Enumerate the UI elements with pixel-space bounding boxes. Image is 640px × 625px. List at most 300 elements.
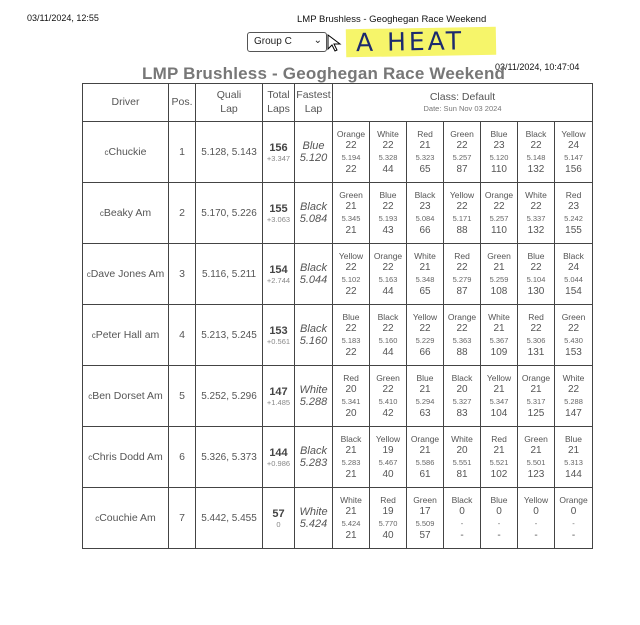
lane-color: Green bbox=[376, 373, 400, 383]
lane-cumulative-laps: 20 bbox=[345, 408, 357, 419]
lane-best-time: 5.341 bbox=[341, 397, 361, 406]
total-laps: 155 bbox=[269, 202, 288, 215]
table-row bbox=[83, 427, 593, 488]
lane-color: Green bbox=[524, 434, 548, 444]
finish-gap: +3.063 bbox=[266, 214, 291, 224]
lane-best-time: 5.120 bbox=[489, 153, 509, 162]
lane-color: Blue bbox=[565, 434, 583, 444]
lane-color: Yellow bbox=[338, 251, 364, 261]
lane-best-time: 5.327 bbox=[452, 397, 472, 406]
lane-cell bbox=[333, 183, 370, 244]
lane-laps: 21 bbox=[345, 445, 357, 456]
lane-cell bbox=[444, 305, 481, 366]
driver-name: Chris Dodd Am bbox=[92, 451, 163, 463]
lane-laps: 21 bbox=[493, 384, 505, 395]
lane-best-time: 5.410 bbox=[378, 397, 398, 406]
lane-cumulative-laps: 61 bbox=[419, 469, 431, 480]
lane-best-time: 5.102 bbox=[341, 275, 361, 284]
total-laps: 156 bbox=[269, 141, 288, 154]
group-select[interactable] bbox=[247, 32, 327, 52]
lane-cumulative-laps: 87 bbox=[456, 164, 468, 175]
lane-laps: 22 bbox=[345, 140, 357, 151]
lane-laps: 22 bbox=[493, 201, 505, 212]
lane-cumulative-laps: 153 bbox=[565, 347, 582, 358]
lane-color: Orange bbox=[410, 434, 440, 444]
lane-cell bbox=[481, 183, 518, 244]
total-laps-cell bbox=[263, 305, 295, 366]
table-row bbox=[83, 305, 593, 366]
lane-laps: 20 bbox=[456, 384, 468, 395]
lane-cell bbox=[481, 366, 518, 427]
lane-cumulative-laps: 40 bbox=[382, 469, 394, 480]
driver-cell bbox=[83, 122, 169, 183]
position-cell: 1 bbox=[169, 122, 196, 183]
driver-prefix: c bbox=[99, 209, 104, 218]
lane-laps: 22 bbox=[345, 262, 357, 273]
class-label: Class: Default bbox=[429, 90, 496, 103]
lane-best-time: 5.171 bbox=[452, 214, 472, 223]
lane-cell bbox=[444, 183, 481, 244]
lane-laps: 24 bbox=[567, 140, 580, 151]
lane-best-time: 5.279 bbox=[452, 275, 472, 284]
lane-cumulative-laps: 123 bbox=[527, 469, 545, 480]
lane-cumulative-laps: 57 bbox=[419, 530, 431, 541]
lane-color: Blue bbox=[490, 129, 508, 139]
fastest-lap-time: 5.044 bbox=[299, 274, 328, 286]
fastest-lap-time: 5.084 bbox=[299, 213, 328, 225]
driver-name: Beaky Am bbox=[103, 207, 152, 219]
lane-best-time: 5.586 bbox=[415, 458, 435, 467]
lane-cumulative-laps: - bbox=[460, 530, 464, 541]
lane-laps: 21 bbox=[530, 445, 542, 456]
lane-cell bbox=[555, 366, 593, 427]
lane-color: White bbox=[488, 312, 510, 322]
lane-best-time: 5.147 bbox=[564, 153, 583, 162]
driver-cell bbox=[83, 366, 169, 427]
total-laps: 57 bbox=[272, 507, 285, 520]
lane-color: Black bbox=[563, 251, 584, 261]
lane-color: Red bbox=[343, 373, 359, 383]
lane-best-time: - bbox=[534, 519, 538, 528]
lane-best-time: 5.424 bbox=[341, 519, 361, 528]
lane-best-time: 5.283 bbox=[341, 458, 361, 467]
lane-cumulative-laps: 102 bbox=[490, 469, 508, 480]
driver-cell bbox=[83, 305, 169, 366]
lane-cell bbox=[481, 427, 518, 488]
driver-cell bbox=[83, 488, 169, 549]
lane-color: Black bbox=[414, 190, 436, 200]
lane-cell bbox=[333, 488, 370, 549]
lane-cumulative-laps: 83 bbox=[456, 408, 468, 419]
lane-best-time: 5.348 bbox=[415, 275, 435, 284]
lane-best-time: 5.501 bbox=[526, 458, 546, 467]
lane-cell bbox=[518, 488, 555, 549]
lane-best-time: 5.367 bbox=[489, 336, 509, 345]
finish-gap: +3.347 bbox=[266, 153, 291, 163]
lane-color: Green bbox=[413, 495, 437, 505]
lane-best-time: 5.183 bbox=[341, 336, 361, 345]
lane-color: Yellow bbox=[523, 495, 549, 505]
quali-lap-column-header: Quali Lap bbox=[196, 84, 263, 122]
lane-cell bbox=[481, 122, 518, 183]
lane-cumulative-laps: 109 bbox=[490, 347, 508, 358]
lane-best-time: 5.770 bbox=[378, 519, 398, 528]
table-row bbox=[83, 122, 593, 183]
lane-color: Orange bbox=[521, 373, 551, 383]
lane-color: White bbox=[340, 495, 362, 505]
lane-color: Red bbox=[528, 312, 544, 322]
fastest-lap-cell bbox=[295, 427, 333, 488]
lane-color: Red bbox=[417, 129, 433, 139]
lane-cell bbox=[481, 488, 518, 549]
mouse-cursor-icon bbox=[327, 34, 343, 52]
lane-laps: 22 bbox=[567, 384, 580, 395]
total-laps-cell bbox=[263, 427, 295, 488]
lane-cell bbox=[444, 244, 481, 305]
lane-cell bbox=[444, 122, 481, 183]
lane-color: Orange bbox=[373, 251, 403, 261]
lane-laps: 22 bbox=[382, 201, 394, 212]
driver-name: Dave Jones Am bbox=[90, 268, 165, 280]
lane-cumulative-laps: 65 bbox=[419, 286, 431, 297]
lane-laps: 22 bbox=[382, 384, 394, 395]
lane-laps: 22 bbox=[382, 262, 394, 273]
lane-cell bbox=[481, 244, 518, 305]
lane-cell bbox=[370, 244, 407, 305]
driver-name: Chuckie bbox=[108, 146, 147, 158]
lane-laps: 22 bbox=[382, 323, 394, 334]
driver-name: Peter Hall am bbox=[95, 329, 160, 341]
print-page-title: LMP Brushless - Geoghegan Race Weekend bbox=[297, 14, 487, 25]
lane-laps: 22 bbox=[456, 140, 468, 151]
lane-cell bbox=[407, 244, 444, 305]
driver-prefix: c bbox=[91, 331, 96, 340]
lane-cumulative-laps: 131 bbox=[527, 347, 545, 358]
lane-cumulative-laps: 155 bbox=[565, 225, 582, 236]
lane-cell bbox=[444, 427, 481, 488]
lane-cell bbox=[407, 366, 444, 427]
fastest-lap-cell bbox=[295, 488, 333, 549]
lane-best-time: 5.257 bbox=[489, 214, 509, 223]
lane-cumulative-laps: 43 bbox=[382, 225, 394, 236]
lane-best-time: 5.509 bbox=[415, 519, 435, 528]
lane-color: Blue bbox=[342, 312, 360, 322]
lane-cell bbox=[555, 488, 593, 549]
fastest-lap-time: 5.424 bbox=[299, 518, 328, 530]
quali-lap-cell: 5.128, 5.143 bbox=[196, 122, 263, 183]
lane-cumulative-laps: 154 bbox=[565, 286, 582, 297]
lane-cell bbox=[555, 183, 593, 244]
finish-gap: +0.561 bbox=[266, 336, 291, 346]
total-laps: 153 bbox=[269, 324, 288, 337]
lane-cumulative-laps: 147 bbox=[565, 408, 582, 419]
lane-laps: 22 bbox=[456, 201, 468, 212]
lane-cell bbox=[444, 366, 481, 427]
lane-cumulative-laps: - bbox=[497, 530, 501, 541]
lane-cumulative-laps: 110 bbox=[491, 225, 507, 236]
lane-best-time: 5.551 bbox=[452, 458, 472, 467]
lane-best-time: 5.337 bbox=[526, 214, 546, 223]
lane-best-time: 5.104 bbox=[526, 275, 546, 284]
driver-column-header: Driver bbox=[83, 84, 169, 122]
lane-cumulative-laps: 132 bbox=[527, 164, 545, 175]
lane-laps: 21 bbox=[345, 506, 357, 517]
lane-cumulative-laps: 21 bbox=[345, 225, 357, 236]
lane-color: Red bbox=[565, 190, 582, 200]
lane-cell bbox=[370, 488, 407, 549]
lane-color: Green bbox=[487, 251, 511, 261]
lane-best-time: 5.160 bbox=[378, 336, 398, 345]
total-laps: 154 bbox=[269, 263, 288, 276]
lane-laps: 17 bbox=[419, 506, 431, 517]
lane-best-time: 5.257 bbox=[452, 153, 472, 162]
lane-color: Red bbox=[454, 251, 470, 261]
fastest-lap-time: 5.160 bbox=[299, 335, 328, 347]
table-row bbox=[83, 366, 593, 427]
lane-cumulative-laps: - bbox=[534, 530, 538, 541]
lane-laps: 22 bbox=[456, 262, 468, 273]
lane-cumulative-laps: 81 bbox=[456, 469, 468, 480]
lane-laps: 23 bbox=[567, 201, 580, 212]
lane-cell bbox=[370, 305, 407, 366]
lane-cumulative-laps: 108 bbox=[490, 286, 508, 297]
lane-cumulative-laps: 22 bbox=[345, 164, 357, 175]
lane-cumulative-laps: 66 bbox=[419, 347, 431, 358]
lane-color: Orange bbox=[559, 495, 588, 505]
lane-laps: 0 bbox=[570, 506, 577, 517]
lane-best-time: 5.148 bbox=[526, 153, 546, 162]
lane-laps: 19 bbox=[382, 445, 394, 456]
finish-gap: +2.744 bbox=[266, 275, 291, 285]
lane-laps: 22 bbox=[530, 201, 542, 212]
lane-laps: 21 bbox=[567, 445, 580, 456]
fastest-lap-color: Black bbox=[300, 323, 327, 335]
total-laps: 144 bbox=[269, 446, 288, 459]
total-laps: 147 bbox=[269, 385, 288, 398]
lane-laps: 21 bbox=[530, 384, 542, 395]
lane-laps: 20 bbox=[456, 445, 468, 456]
table-row bbox=[83, 183, 593, 244]
fastest-lap-color: Blue bbox=[302, 140, 325, 152]
table-header-row bbox=[83, 84, 593, 122]
lane-color: White bbox=[525, 190, 547, 200]
position-cell: 5 bbox=[169, 366, 196, 427]
lane-laps: 0 bbox=[496, 506, 502, 517]
lane-cumulative-laps: 63 bbox=[419, 408, 431, 419]
lane-laps: 22 bbox=[530, 323, 542, 334]
lane-color: Orange bbox=[336, 129, 366, 139]
lane-cumulative-laps: 87 bbox=[456, 286, 468, 297]
lane-laps: 23 bbox=[493, 140, 505, 151]
driver-name: Couchie Am bbox=[99, 512, 156, 524]
lane-laps: 20 bbox=[345, 384, 357, 395]
lane-color: Yellow bbox=[412, 312, 438, 322]
position-cell: 6 bbox=[169, 427, 196, 488]
driver-name: Ben Dorset Am bbox=[92, 390, 163, 402]
lane-cell bbox=[407, 305, 444, 366]
lane-best-time: 5.313 bbox=[564, 458, 583, 467]
position-column-header: Pos. bbox=[169, 84, 196, 122]
lane-laps: 22 bbox=[530, 262, 542, 273]
fastest-lap-color: Black bbox=[300, 445, 327, 457]
total-laps-column-header: Total Laps bbox=[263, 84, 295, 122]
lane-best-time: 5.323 bbox=[415, 153, 435, 162]
race-date: Date: Sun Nov 03 2024 bbox=[423, 104, 502, 114]
driver-cell bbox=[83, 244, 169, 305]
lane-best-time: - bbox=[497, 519, 501, 528]
lane-best-time: 5.163 bbox=[378, 275, 398, 284]
lane-best-time: 5.193 bbox=[378, 214, 398, 223]
lane-best-time: - bbox=[572, 519, 575, 528]
lane-cell bbox=[407, 427, 444, 488]
driver-prefix: c bbox=[95, 514, 100, 523]
quali-lap-cell: 5.326, 5.373 bbox=[196, 427, 263, 488]
lane-cell bbox=[370, 366, 407, 427]
lane-color: Green bbox=[561, 312, 586, 322]
lane-color: Green bbox=[450, 129, 474, 139]
driver-prefix: c bbox=[86, 270, 91, 279]
chevron-down-icon: ⌄ bbox=[313, 35, 322, 46]
quali-lap-cell: 5.116, 5.211 bbox=[196, 244, 263, 305]
lane-best-time: 5.294 bbox=[415, 397, 435, 406]
lane-cell bbox=[518, 122, 555, 183]
lane-laps: 21 bbox=[419, 262, 431, 273]
lane-color: Yellow bbox=[449, 190, 475, 200]
lane-cell bbox=[370, 183, 407, 244]
lane-cumulative-laps: 42 bbox=[382, 408, 394, 419]
fastest-lap-time: 5.288 bbox=[299, 396, 328, 408]
lane-cumulative-laps: 88 bbox=[456, 347, 468, 358]
table-row bbox=[83, 488, 593, 549]
lane-best-time: 5.467 bbox=[378, 458, 398, 467]
position-cell: 3 bbox=[169, 244, 196, 305]
lane-cumulative-laps: 22 bbox=[345, 347, 357, 358]
finish-gap: +0.986 bbox=[266, 458, 291, 468]
lane-color: Blue bbox=[379, 190, 397, 200]
lane-color: White bbox=[562, 373, 585, 383]
group-select-value: Group C bbox=[254, 36, 292, 47]
lane-best-time: 5.229 bbox=[415, 336, 435, 345]
lane-best-time: 5.194 bbox=[341, 153, 361, 162]
lane-cumulative-laps: 125 bbox=[527, 408, 545, 419]
total-laps-cell bbox=[263, 122, 295, 183]
lane-cell bbox=[555, 122, 593, 183]
driver-cell bbox=[83, 427, 169, 488]
lane-laps: 22 bbox=[382, 140, 394, 151]
lane-cumulative-laps: 22 bbox=[345, 286, 357, 297]
lane-laps: 22 bbox=[530, 140, 542, 151]
lane-color: Black bbox=[340, 434, 362, 444]
lane-laps: 23 bbox=[419, 201, 431, 212]
lane-best-time: 5.363 bbox=[452, 336, 472, 345]
lane-laps: 19 bbox=[382, 506, 394, 517]
lane-laps: 22 bbox=[345, 323, 357, 334]
lane-laps: 0 bbox=[459, 506, 465, 517]
lane-cumulative-laps: 44 bbox=[382, 164, 394, 175]
lane-color: Blue bbox=[527, 251, 545, 261]
quali-lap-cell: 5.252, 5.296 bbox=[196, 366, 263, 427]
lane-cell bbox=[555, 427, 593, 488]
lane-cell bbox=[481, 305, 518, 366]
lane-cell bbox=[407, 488, 444, 549]
lane-color: Black bbox=[377, 312, 399, 322]
position-cell: 4 bbox=[169, 305, 196, 366]
lane-laps: 21 bbox=[493, 262, 505, 273]
page-title: LMP Brushless - Geoghegan Race Weekend bbox=[142, 64, 506, 83]
lane-laps: 21 bbox=[493, 445, 505, 456]
lane-laps: 21 bbox=[419, 384, 431, 395]
total-laps-cell bbox=[263, 183, 295, 244]
lane-best-time: 5.430 bbox=[564, 336, 583, 345]
fastest-lap-cell bbox=[295, 366, 333, 427]
lane-cell bbox=[370, 427, 407, 488]
finish-gap: +1.485 bbox=[266, 397, 291, 407]
quali-lap-cell: 5.442, 5.455 bbox=[196, 488, 263, 549]
lane-best-time: 5.259 bbox=[489, 275, 509, 284]
lane-cell bbox=[333, 427, 370, 488]
driver-prefix: c bbox=[88, 453, 93, 462]
lane-color: Blue bbox=[416, 373, 434, 383]
lane-best-time: 5.306 bbox=[526, 336, 546, 345]
fastest-lap-cell bbox=[295, 183, 333, 244]
fastest-lap-cell bbox=[295, 244, 333, 305]
lane-cell bbox=[333, 305, 370, 366]
lane-color: White bbox=[414, 251, 436, 261]
lane-laps: 22 bbox=[419, 323, 431, 334]
lane-best-time: - bbox=[460, 519, 464, 528]
driver-cell bbox=[83, 183, 169, 244]
finish-gap: 0 bbox=[276, 519, 281, 529]
lane-cumulative-laps: 21 bbox=[345, 530, 357, 541]
lane-color: Yellow bbox=[561, 129, 586, 139]
lane-laps: 22 bbox=[456, 323, 468, 334]
position-cell: 2 bbox=[169, 183, 196, 244]
lane-laps: 21 bbox=[493, 323, 505, 334]
lane-cumulative-laps: 40 bbox=[382, 530, 394, 541]
lane-best-time: 5.044 bbox=[564, 275, 583, 284]
table-row bbox=[83, 244, 593, 305]
lane-cell bbox=[333, 122, 370, 183]
lane-best-time: 5.521 bbox=[489, 458, 509, 467]
lane-best-time: 5.242 bbox=[564, 214, 583, 223]
lane-cumulative-laps: 104 bbox=[490, 408, 508, 419]
lane-color: Red bbox=[491, 434, 507, 444]
lane-cumulative-laps: 44 bbox=[382, 286, 394, 297]
driver-prefix: c bbox=[104, 148, 109, 157]
lane-color: Orange bbox=[484, 190, 514, 200]
lane-cell bbox=[370, 122, 407, 183]
lane-color: Blue bbox=[490, 495, 508, 505]
fastest-lap-color: Black bbox=[300, 262, 327, 274]
fastest-lap-column-header: Fastest Lap bbox=[295, 84, 333, 122]
lane-color: Orange bbox=[447, 312, 477, 322]
run-timestamp: 03/11/2024, 10:47:04 bbox=[495, 62, 580, 72]
lane-cumulative-laps: 65 bbox=[419, 164, 431, 175]
lane-cell bbox=[518, 366, 555, 427]
lane-cumulative-laps: 156 bbox=[565, 164, 582, 175]
print-datetime: 03/11/2024, 12:55 bbox=[27, 13, 99, 23]
lane-laps: 21 bbox=[345, 201, 357, 212]
lane-cell bbox=[518, 305, 555, 366]
lane-best-time: 5.317 bbox=[526, 397, 546, 406]
lane-laps: 21 bbox=[419, 140, 431, 151]
position-cell: 7 bbox=[169, 488, 196, 549]
lane-cumulative-laps: 88 bbox=[456, 225, 468, 236]
handwritten-note: A HEAT bbox=[346, 27, 496, 58]
lane-color: White bbox=[451, 434, 473, 444]
lane-color: Black bbox=[451, 495, 473, 505]
lane-laps: 22 bbox=[567, 323, 580, 334]
